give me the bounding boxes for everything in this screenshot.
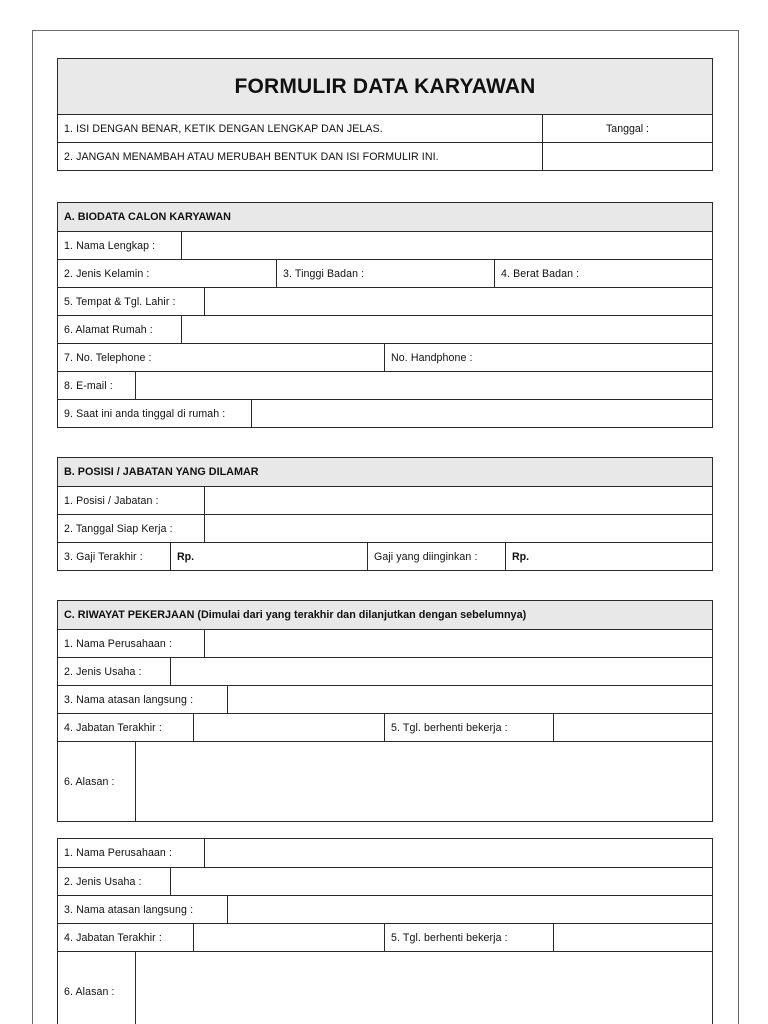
last-position-field[interactable]: [193, 714, 384, 741]
end-date-field[interactable]: [553, 924, 712, 951]
row-company-2: [58, 839, 712, 867]
ready-date-label: 2. Tanggal Siap Kerja :: [64, 522, 173, 535]
company-label: 1. Nama Perusahaan :: [64, 637, 172, 650]
company-field[interactable]: [204, 839, 712, 867]
birth-label: 5. Tempat & Tgl. Lahir :: [64, 295, 176, 308]
section-a-header: [58, 203, 712, 231]
reason-label: 6. Alasan :: [64, 775, 115, 788]
email-field[interactable]: [135, 372, 712, 399]
row-ready-date: [58, 514, 712, 542]
row-last-position: [58, 713, 712, 741]
row-position: [58, 486, 712, 514]
section-a-heading: A. BIODATA CALON KARYAWAN: [64, 211, 231, 223]
supervisor-field[interactable]: [227, 896, 712, 923]
last-position-label: 4. Jabatan Terakhir :: [64, 721, 162, 734]
row-address: [58, 315, 712, 343]
date-field[interactable]: [542, 143, 712, 170]
row-supervisor-2: [58, 895, 712, 923]
email-label: 8. E-mail :: [64, 379, 113, 392]
full-name-label: 1. Nama Lengkap :: [64, 239, 156, 252]
section-b: [57, 457, 713, 571]
section-a: [57, 202, 713, 428]
business-type-field[interactable]: [170, 868, 712, 895]
row-gender-height-weight: [58, 259, 712, 287]
row-last-position-2: [58, 923, 712, 951]
end-date-field[interactable]: [553, 714, 712, 741]
last-position-label: 4. Jabatan Terakhir :: [64, 931, 162, 944]
reason-label: 6. Alasan :: [64, 985, 115, 998]
company-label: 1. Nama Perusahaan :: [64, 847, 172, 859]
section-c-header: [58, 601, 712, 629]
expected-salary-label: Gaji yang diinginkan :: [367, 543, 505, 570]
address-field[interactable]: [181, 316, 712, 343]
supervisor-label: 3. Nama atasan langsung :: [64, 693, 194, 706]
end-date-label: 5. Tgl. berhenti bekerja :: [384, 714, 553, 741]
telephone-label: 7. No. Telephone :: [64, 351, 152, 364]
expected-salary-field[interactable]: Rp.: [505, 543, 712, 570]
instruction-1: 1. ISI DENGAN BENAR, KETIK DENGAN LENGKAP DAN JELAS.: [64, 122, 383, 135]
residence-label: 9. Saat ini anda tinggal di rumah :: [64, 407, 226, 420]
business-type-field[interactable]: [170, 658, 712, 685]
title-row: [58, 59, 712, 114]
row-phone: [58, 343, 712, 371]
gender-label: 2. Jenis Kelamin :: [64, 267, 150, 280]
address-label: 6. Alamat Rumah :: [64, 323, 153, 336]
instruction-row-1: [58, 114, 712, 142]
last-position-field[interactable]: [193, 924, 384, 951]
row-reason-2: [58, 951, 712, 1024]
row-reason: [58, 741, 712, 821]
row-birth: [58, 287, 712, 315]
row-business-type-2: [58, 867, 712, 895]
row-supervisor: [58, 685, 712, 713]
company-field[interactable]: [204, 630, 712, 657]
row-full-name: [58, 231, 712, 259]
business-type-label: 2. Jenis Usaha :: [64, 665, 142, 678]
instruction-2: 2. JANGAN MENAMBAH ATAU MERUBAH BENTUK DAN ISI FORMULIR INI.: [64, 150, 439, 163]
last-salary-field[interactable]: Rp.: [170, 543, 367, 570]
supervisor-label: 3. Nama atasan langsung :: [64, 903, 194, 916]
position-label: 1. Posisi / Jabatan :: [64, 494, 159, 507]
full-name-field[interactable]: [181, 232, 712, 259]
row-company: [58, 629, 712, 657]
row-email: [58, 371, 712, 399]
instruction-row-2: [58, 142, 712, 170]
birth-field[interactable]: [204, 288, 712, 315]
form-title: FORMULIR DATA KARYAWAN: [234, 74, 536, 98]
residence-field[interactable]: [251, 400, 712, 427]
row-business-type: [58, 657, 712, 685]
row-residence: [58, 399, 712, 427]
section-c: [57, 600, 713, 822]
form-header: [57, 58, 713, 171]
last-salary-label: 3. Gaji Terakhir :: [64, 550, 143, 563]
end-date-label: 5. Tgl. berhenti bekerja :: [384, 924, 553, 951]
height-label: 3. Tinggi Badan :: [276, 260, 494, 287]
ready-date-field[interactable]: [204, 515, 712, 542]
section-c-heading: C. RIWAYAT PEKERJAAN (Dimulai dari yang terakhir dan dilanjutkan dengan sebelumnya): [64, 609, 527, 621]
row-salary: [58, 542, 712, 570]
section-b-header: [58, 458, 712, 486]
work-history-entry-2: [57, 838, 713, 1024]
handphone-label: No. Handphone :: [384, 344, 712, 371]
section-b-heading: B. POSISI / JABATAN YANG DILAMAR: [64, 466, 259, 478]
business-type-label: 2. Jenis Usaha :: [64, 875, 142, 888]
position-field[interactable]: [204, 487, 712, 514]
reason-field[interactable]: [135, 742, 712, 821]
reason-field[interactable]: [135, 952, 712, 1024]
weight-label: 4. Berat Badan :: [494, 260, 712, 287]
supervisor-field[interactable]: [227, 686, 712, 713]
date-label: Tanggal :: [542, 115, 712, 142]
